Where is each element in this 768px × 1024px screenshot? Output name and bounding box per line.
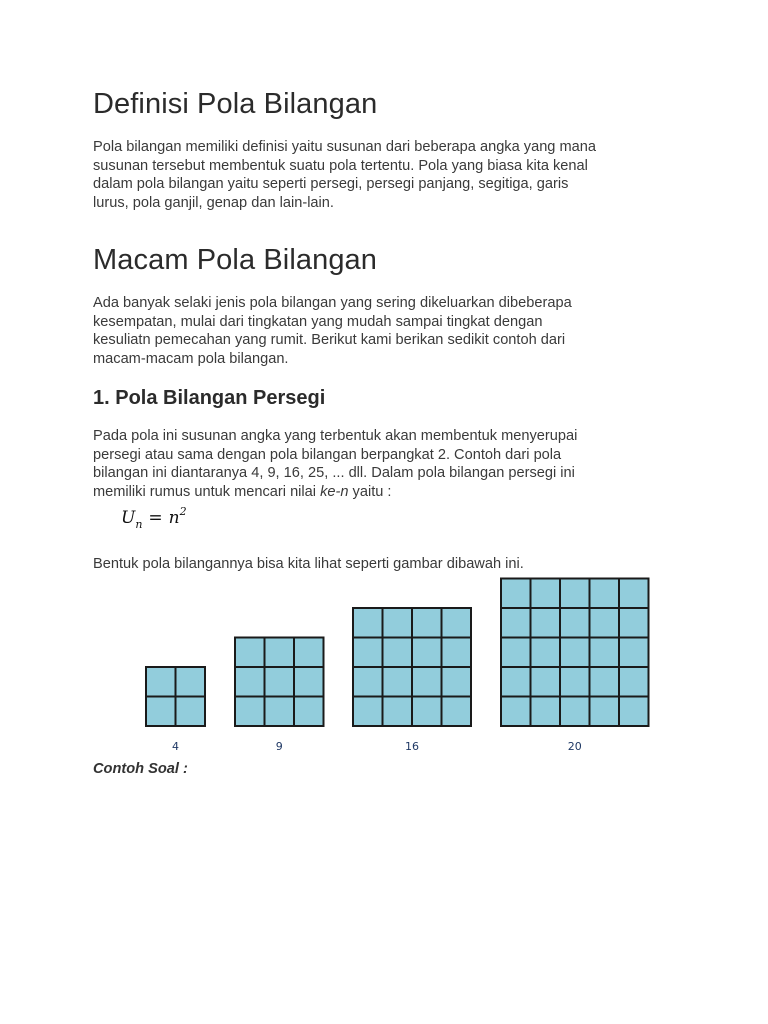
square-label: 4	[172, 740, 179, 753]
grid-cell	[383, 697, 413, 727]
grid-cell	[412, 638, 442, 668]
paragraph-line: macam-macam pola bilangan.	[93, 350, 289, 367]
paragraph-line: dalam pola bilangan yaitu seperti persegi, persegi panjang, segitiga, garis	[93, 176, 569, 192]
grid-cell	[619, 697, 649, 727]
grid-cell	[294, 697, 324, 727]
paragraph-line: persegi atau sama dengan pola bilangan berpangkat 2. Contoh dari pola	[93, 446, 562, 463]
grid-cell	[442, 667, 472, 697]
line-text: memiliki rumus untuk mencari nilai	[93, 483, 321, 500]
paragraph-line: kesuliatn pemecahan yang rumit. Berikut kami berikan sedikit contoh dari	[93, 332, 566, 348]
grid-cell	[619, 667, 649, 697]
square-grid-9	[235, 638, 324, 727]
grid-cell	[294, 667, 324, 697]
grid-cell	[501, 638, 531, 668]
grid-cell	[560, 697, 590, 727]
grid-cell	[501, 667, 531, 697]
grid-cell	[442, 608, 472, 638]
grid-cell	[383, 638, 413, 668]
paragraph-line: lurus, pola ganjil, genap dan lain-lain.	[93, 194, 334, 211]
square-grid-16	[353, 608, 471, 726]
paragraph-line: Pola bilangan memiliki definisi yaitu susunan dari beberapa angka yang mana	[93, 139, 596, 155]
grid-cell	[531, 697, 561, 727]
grid-cell	[146, 697, 176, 727]
paragraph-line: Pada pola ini susunan angka yang terbentuk akan membentuk menyerupai	[93, 428, 578, 444]
formula-rhs: n	[168, 508, 180, 528]
formula-equals: =	[148, 508, 163, 528]
grid-cell	[590, 667, 620, 697]
grid-cell	[412, 667, 442, 697]
grid-cell	[590, 608, 620, 638]
grid-cell	[235, 667, 265, 697]
grid-cell	[560, 638, 590, 668]
square-grid-4	[146, 667, 205, 726]
grid-cell	[501, 608, 531, 638]
grid-cell	[590, 638, 620, 668]
formula-rhs-superscript: 2	[179, 505, 187, 518]
grid-cell	[412, 608, 442, 638]
grid-cell	[294, 638, 324, 668]
grid-cell	[531, 608, 561, 638]
grid-cell	[442, 697, 472, 727]
grid-cell	[146, 667, 176, 697]
square-label: 16	[405, 740, 419, 753]
grid-cell	[176, 667, 206, 697]
grid-cell	[353, 697, 383, 727]
grid-cell	[265, 667, 295, 697]
heading-contoh-soal: Contoh Soal :	[93, 761, 188, 777]
heading-macam: Macam Pola Bilangan	[93, 244, 377, 276]
grid-cell	[619, 608, 649, 638]
grid-cell	[531, 667, 561, 697]
grid-cell	[619, 638, 649, 668]
grid-cell	[560, 608, 590, 638]
paragraph-line: Ada banyak selaki jenis pola bilangan yang sering dikeluarkan dibeberapa	[93, 295, 572, 311]
grid-cell	[235, 697, 265, 727]
grid-cell	[442, 638, 472, 668]
grid-cell	[412, 697, 442, 727]
grid-cell	[265, 638, 295, 668]
grid-cell	[560, 667, 590, 697]
formula-lhs-subscript: n	[135, 518, 143, 531]
grid-cell	[619, 579, 649, 609]
grid-cell	[383, 667, 413, 697]
formula-lhs: U	[121, 508, 136, 528]
grid-cell	[590, 697, 620, 727]
grid-cell	[501, 579, 531, 609]
square-label: 20	[567, 740, 582, 753]
paragraph-line: susunan tersebut membentuk suatu pola tertentu. Pola yang biasa kita kenal	[93, 157, 588, 174]
grid-cell	[235, 638, 265, 668]
grid-cell	[590, 579, 620, 609]
heading-definisi: Definisi Pola Bilangan	[93, 88, 378, 120]
grid-cell	[531, 638, 561, 668]
grid-cell	[501, 697, 531, 727]
paragraph-line: Bentuk pola bilangannya bisa kita lihat seperti gambar dibawah ini.	[93, 556, 524, 572]
grid-cell	[353, 667, 383, 697]
paragraph-line: kesempatan, mulai dari tingkatan yang mudah sampai tingkat dengan	[93, 313, 543, 330]
square-grids-svg	[93, 0, 693, 760]
line-text: yaitu :	[348, 483, 392, 500]
grid-cell	[531, 579, 561, 609]
grid-cell	[353, 638, 383, 668]
italic-term: ke-n	[320, 483, 349, 500]
grid-cell	[176, 697, 206, 727]
grid-cell	[265, 697, 295, 727]
grid-cell	[353, 608, 383, 638]
heading-persegi: 1. Pola Bilangan Persegi	[93, 387, 326, 409]
square-grid-20	[501, 579, 649, 727]
grid-cell	[383, 608, 413, 638]
square-label: 9	[275, 740, 283, 753]
paragraph-line: bilangan ini diantaranya 4, 9, 16, 25, ... dll. Dalam pola bilangan persegi ini	[93, 465, 575, 481]
grid-cell	[560, 579, 590, 609]
